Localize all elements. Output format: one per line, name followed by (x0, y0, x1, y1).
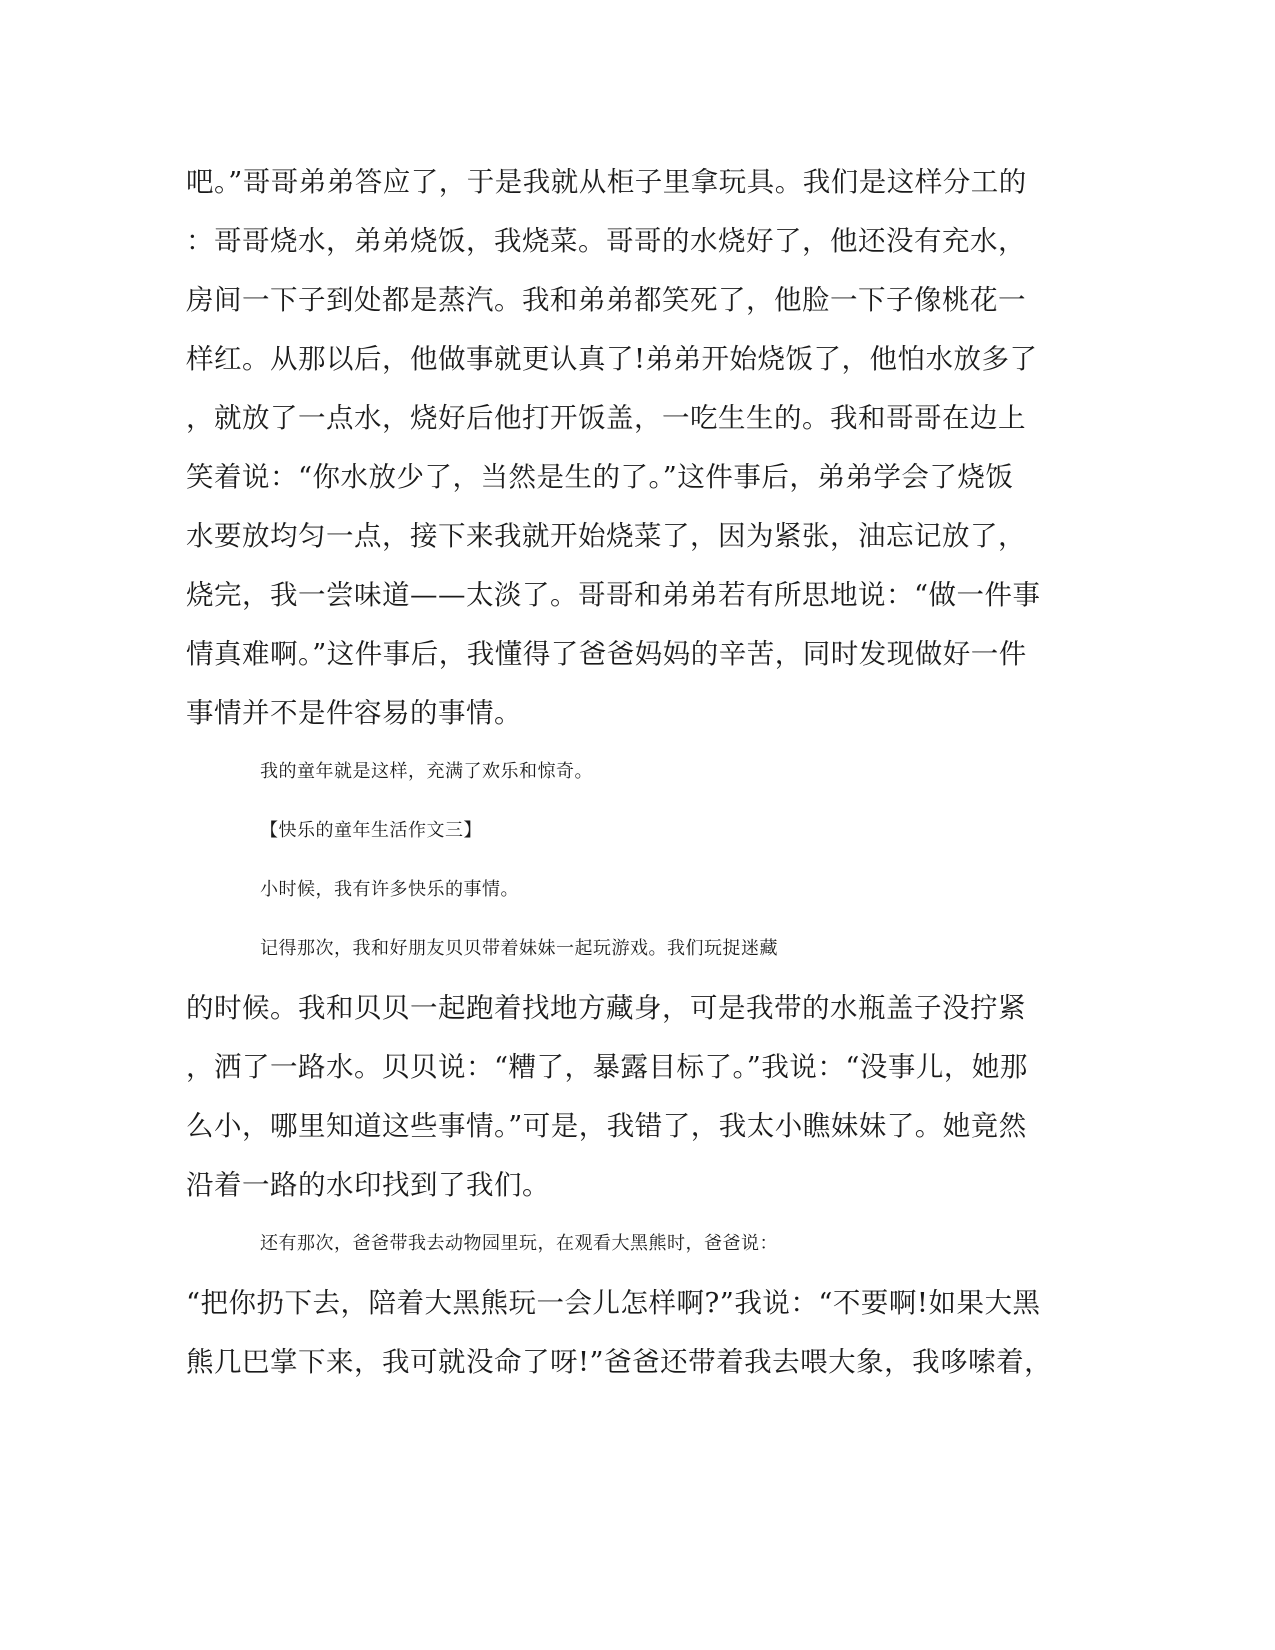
intro-line: 小时候，我有许多快乐的事情。 (260, 879, 519, 900)
text-line: 烧完，我一尝味道——太淡了。哥哥和弟弟若有所思地说：“做一件事 (186, 579, 1041, 611)
text-line: ，洒了一路水。贝贝说：“糟了，暴露目标了。”我说：“没事儿，她那 (186, 1051, 1028, 1083)
text-line: 事情并不是件容易的事情。 (186, 697, 522, 729)
closing-line: 我的童年就是这样，充满了欢乐和惊奇。 (260, 761, 593, 782)
text-line: 水要放均匀一点，接下来我就开始烧菜了，因为紧张，油忘记放了， (186, 520, 1026, 552)
text-line: 的时候。我和贝贝一起跑着找地方藏身，可是我带的水瓶盖子没拧紧 (186, 992, 1026, 1024)
text-line: ，就放了一点水，烧好后他打开饭盖，一吃生生的。我和哥哥在边上 (186, 402, 1026, 434)
text-line: 样红。从那以后，他做事就更认真了!弟弟开始烧饭了，他怕水放多了 (186, 343, 1038, 375)
text-line: 房间一下子到处都是蒸汽。我和弟弟都笑死了，他脸一下子像桃花一 (186, 284, 1026, 316)
text-line: 沿着一路的水印找到了我们。 (186, 1169, 550, 1201)
section-title: 【快乐的童年生活作文三】 (260, 820, 482, 841)
text-line: 么小，哪里知道这些事情。”可是，我错了，我太小瞧妹妹了。她竟然 (186, 1110, 1027, 1142)
text-line: 情真难啊。”这件事后，我懂得了爸爸妈妈的辛苦，同时发现做好一件 (186, 638, 1027, 670)
text-line: “把你扔下去，陪着大黑熊玩一会儿怎样啊?”我说：“不要啊!如果大黑 (186, 1287, 1041, 1319)
text-line: ：哥哥烧水，弟弟烧饭，我烧菜。哥哥的水烧好了，他还没有充水， (186, 225, 1026, 257)
text-line: 吧。”哥哥弟弟答应了，于是我就从柜子里拿玩具。我们是这样分工的 (186, 166, 1027, 198)
text-line: 还有那次，爸爸带我去动物园里玩，在观看大黑熊时，爸爸说： (260, 1233, 778, 1254)
text-line: 记得那次，我和好朋友贝贝带着妹妹一起玩游戏。我们玩捉迷藏 (260, 938, 778, 959)
text-line: 熊几巴掌下来，我可就没命了呀!”爸爸还带着我去喂大象，我哆嗦着， (186, 1346, 1053, 1378)
text-line: 笑着说：“你水放少了，当然是生的了。”这件事后，弟弟学会了烧饭 (186, 461, 1014, 493)
